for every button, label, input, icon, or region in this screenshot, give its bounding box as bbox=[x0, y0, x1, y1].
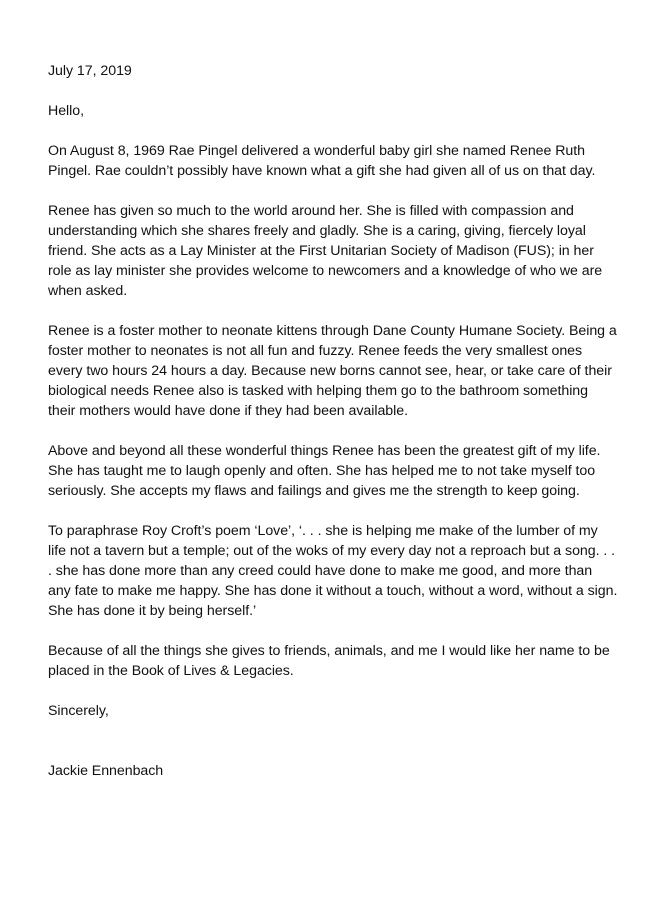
letter-paragraph-character: Renee has given so much to the world around her. She is filled with compassion and understanding which she shares freely and gladly. She is a caring, giving, fiercely loyal friend. She acts as a Lay Minister at the First Unitarian Society of Madison (FUS); in her role as lay minister she provides welcome to newcomers and a knowledge of who we are when asked. bbox=[48, 203, 603, 299]
letter-document bbox=[48, 61, 618, 781]
letter-paragraph-request: Because of all the things she gives to friends, animals, and me I would like her name to be placed in the Book of Lives & Legacies. bbox=[48, 643, 610, 679]
letter-date: July 17, 2019 bbox=[48, 63, 132, 79]
letter-greeting: Hello, bbox=[48, 103, 84, 119]
letter-signature: Jackie Ennenbach bbox=[48, 763, 164, 779]
letter-paragraph-poem: To paraphrase Roy Croft’s poem ‘Love’, ‘. . . she is helping me make of the lumber of my life not a tavern but a temple; out of the woks of my every day not a reproach but a song. . . . she has done more than any creed could have done to make me good, and more than any fate to make me happy. She has done it without a touch, without a word, without a sign. She has done it by being herself.’ bbox=[48, 523, 618, 619]
letter-paragraph-gift: Above and beyond all these wonderful things Renee has been the greatest gift of my life. She has taught me to laugh openly and often. She has helped me to not take myself too seriously. She accepts my flaws and failings and gives me the strength to keep going. bbox=[48, 443, 601, 499]
letter-paragraph-birth: On August 8, 1969 Rae Pingel delivered a wonderful baby girl she named Renee Ruth Pingel. Rae couldn’t possibly have known what a gift she had given all of us on that day. bbox=[48, 143, 596, 179]
letter-paragraph-foster: Renee is a foster mother to neonate kittens through Dane County Humane Society. Being a foster mother to neonates is not all fun and fuzzy. Renee feeds the very smallest ones every two hours 24 hours a day. Because new borns cannot see, hear, or take care of their biological needs Renee also is tasked with helping them go to the bathroom something their mothers would have done if they had been available. bbox=[48, 323, 617, 419]
letter-closing: Sincerely, bbox=[48, 703, 109, 719]
